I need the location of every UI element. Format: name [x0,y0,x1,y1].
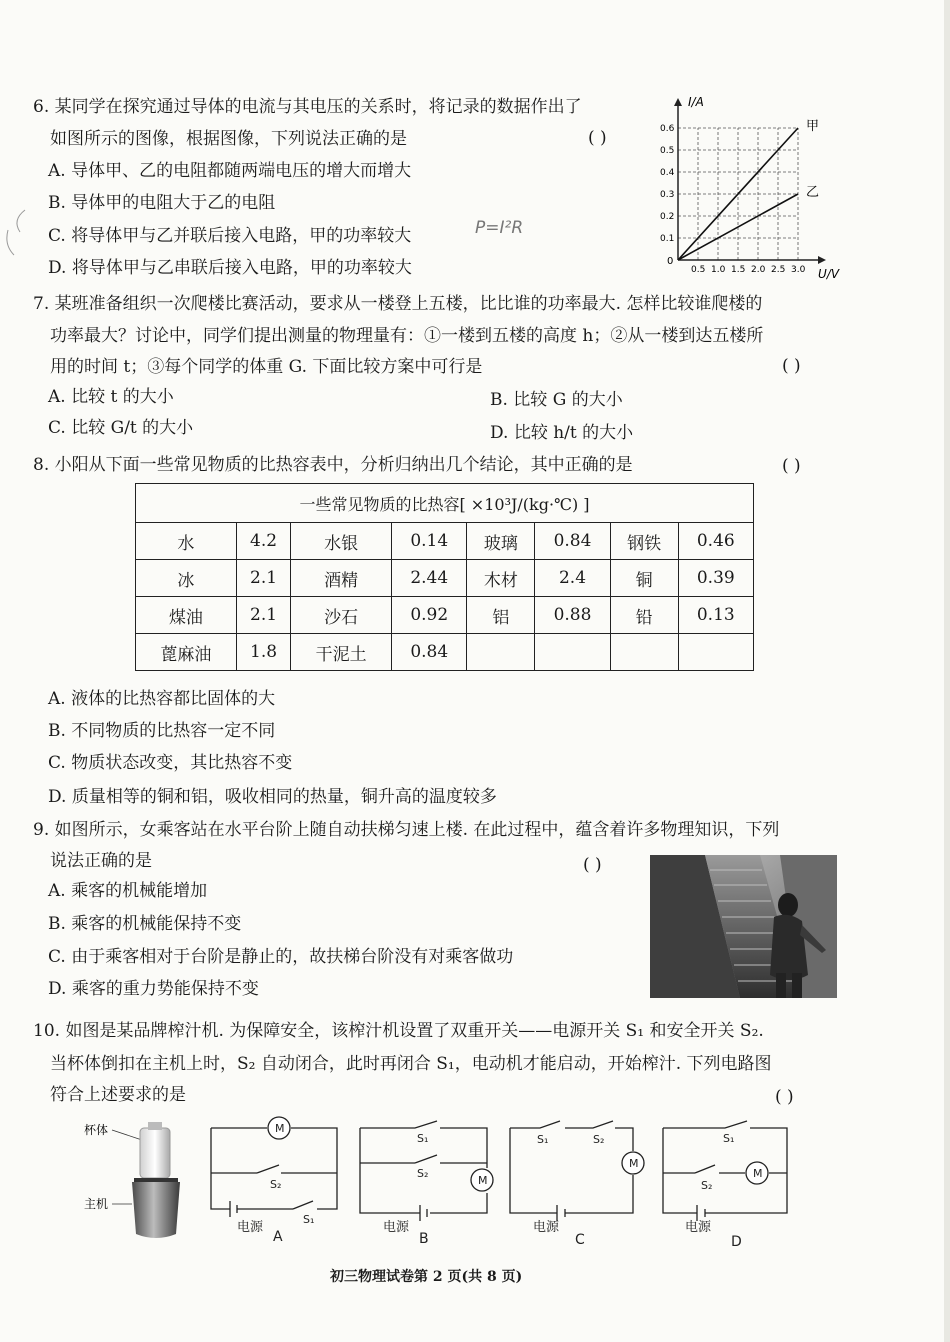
switch-s2-label: S₂ [701,1179,713,1192]
table-cell: 干泥土 [291,634,392,671]
graph-x-axis-label: U/V [818,267,840,280]
power-source-label: 电源 [685,1220,712,1235]
q10-answer-paren: ( ) [775,1087,794,1107]
juicer-base-label: 主机 [84,1197,109,1211]
table-cell [467,634,535,671]
y-tick-label: 0.2 [660,212,675,222]
table-cell: 0.46 [678,523,753,560]
y-tick-label: 0.6 [660,124,675,134]
q6-option-c: C. 将导体甲与乙并联后接入电路，甲的功率较大 [48,226,412,246]
series-label: 甲 [806,119,820,134]
table-row [136,560,754,597]
motor-label: M [478,1174,488,1187]
q6-stem-line2: 如图所示的图像，根据图像，下列说法正确的是 [50,129,407,149]
graph-y-axis-label: I/A [688,95,704,109]
q9-stem-line1: 9. 如图所示，女乘客站在水平台阶上随自动扶梯匀速上楼. 在此过程中，蕴含着许多物理知识，下列 [33,820,780,840]
table-cell: 铅 [610,597,678,634]
q7-answer-paren: ( ) [782,356,801,376]
q7-option-c: C. 比较 G/t 的大小 [48,418,194,438]
q7-option-b: B. 比较 G 的大小 [490,390,623,410]
y-tick-label: 0.1 [660,234,675,244]
q6-option-a: A. 导体甲、乙的电阻都随两端电压的增大而增大 [48,161,412,181]
table-cell: 2.1 [236,560,290,597]
q7-stem-line2: 功率最大？讨论中，同学们提出测量的物理量有：①一楼到五楼的高度 h；②从一楼到达五楼所 [50,326,764,346]
page-footer: 初三物理试卷第 2 页(共 8 页) [330,1269,523,1285]
q9-answer-paren: ( ) [583,855,602,875]
q8-option-b: B. 不同物质的比热容一定不同 [48,721,276,741]
circuit-c [510,1121,633,1221]
power-source-label: 电源 [383,1220,410,1235]
x-tick-label: 2.5 [771,265,786,275]
specific-heat-table [135,483,754,671]
q8-option-c: C. 物质状态改变，其比热容不变 [48,753,293,773]
table-row [136,523,754,560]
series-label: 乙 [806,185,820,200]
q8-option-d: D. 质量相等的铜和铝，吸收相同的热量，铜升高的温度较多 [48,787,497,807]
x-tick-label: 2.0 [751,265,766,275]
table-cell [535,634,610,671]
page-edge [944,0,950,1342]
q9-option-a: A. 乘客的机械能增加 [48,881,208,901]
q6-option-b: B. 导体甲的电阻大于乙的电阻 [48,193,276,213]
graph-origin-label: 0 [667,256,674,267]
q7-stem-line3: 用的时间 t；③每个同学的体重 G. 下面比较方案中可行是 [50,357,483,377]
table-cell: 0.14 [392,523,467,560]
table-cell: 玻璃 [467,523,535,560]
q7-stem-line1: 7. 某班准备组织一次爬楼比赛活动，要求从一楼登上五楼，比比谁的功率最大. 怎样比较谁爬楼的 [33,294,763,314]
table-cell: 0.13 [678,597,753,634]
switch-s2-label: S₂ [593,1133,605,1146]
table-cell: 0.88 [535,597,610,634]
table-cell: 0.84 [392,634,467,671]
q7-option-a: A. 比较 t 的大小 [48,387,174,407]
power-source-label: 电源 [237,1220,264,1235]
juicer-cup-label: 杯体 [84,1123,109,1137]
table-cell: 2.44 [392,560,467,597]
q7-option-d: D. 比较 h/t 的大小 [490,423,634,443]
motor-label: M [753,1167,763,1180]
power-source-label: 电源 [533,1220,560,1235]
q10-stem-line3: 符合上述要求的是 [50,1085,186,1105]
q9-option-d: D. 乘客的重力势能保持不变 [48,979,259,999]
handwritten-note: P=I²R [475,218,524,238]
switch-s1-label: S₁ [303,1213,315,1226]
switch-s2-label: S₂ [270,1178,282,1191]
table-title: 一些常见物质的比热容[ ×10³J/(kg·℃) ] [136,484,754,523]
table-cell: 沙石 [291,597,392,634]
x-tick-label: 1.5 [731,265,746,275]
table-cell: 木材 [467,560,535,597]
circuit-b-label: B [419,1231,429,1247]
q9-stem-line2: 说法正确的是 [50,851,152,871]
circuit-diagrams [205,1113,855,1253]
juicer-image [84,1118,194,1246]
table-cell: 酒精 [291,560,392,597]
circuit-c-label: C [575,1232,585,1248]
circuit-a-label: A [273,1229,283,1245]
table-cell: 0.84 [535,523,610,560]
y-tick-label: 0.3 [660,190,675,200]
table-cell: 铜 [610,560,678,597]
motor-label: M [629,1157,639,1170]
table-cell: 铝 [467,597,535,634]
q8-answer-paren: ( ) [782,456,801,476]
q10-stem-line1: 10. 如图是某品牌榨汁机. 为保障安全，该榨汁机设置了双重开关——电源开关 S₁ 和安全开关 S₂. [33,1021,764,1041]
q8-option-a: A. 液体的比热容都比固体的大 [48,689,276,709]
q6-answer-paren: ( ) [588,128,607,148]
table-row [136,597,754,634]
table-cell [678,634,753,671]
iu-graph [648,92,848,280]
q6-option-d: D. 将导体甲与乙串联后接入电路，甲的功率较大 [48,258,412,278]
q9-option-b: B. 乘客的机械能保持不变 [48,914,242,934]
x-tick-label: 3.0 [791,265,806,275]
table-cell: 1.8 [236,634,290,671]
table-cell: 0.92 [392,597,467,634]
switch-s1-label: S₁ [723,1132,735,1145]
x-tick-label: 1.0 [711,265,726,275]
motor-label: M [275,1122,285,1135]
table-cell: 蓖麻油 [136,634,237,671]
y-tick-label: 0.4 [660,168,675,178]
switch-s1-label: S₁ [537,1133,549,1146]
table-cell: 钢铁 [610,523,678,560]
circuit-a [211,1128,337,1217]
table-cell: 0.39 [678,560,753,597]
switch-s1-label: S₁ [417,1132,429,1145]
circuit-d-label: D [731,1234,742,1250]
y-tick-label: 0.5 [660,146,675,156]
q8-stem: 8. 小阳从下面一些常见物质的比热容表中，分析归纳出几个结论，其中正确的是 [33,455,633,475]
table-row [136,634,754,671]
pencil-marks [0,180,60,300]
table-cell: 2.1 [236,597,290,634]
q6-stem-line1: 6. 某同学在探究通过导体的电流与其电压的关系时，将记录的数据作出了 [33,97,582,117]
table-cell: 水 [136,523,237,560]
table-cell [610,634,678,671]
q10-stem-line2: 当杯体倒扣在主机上时，S₂ 自动闭合，此时再闭合 S₁，电动机才能启动，开始榨汁. 下列电路图 [50,1054,772,1074]
switch-s2-label: S₂ [417,1167,429,1180]
x-tick-label: 0.5 [691,265,706,275]
table-cell: 2.4 [535,560,610,597]
table-cell: 4.2 [236,523,290,560]
table-cell: 煤油 [136,597,237,634]
escalator-photo [650,855,837,998]
table-cell: 冰 [136,560,237,597]
q9-option-c: C. 由于乘客相对于台阶是静止的，故扶梯台阶没有对乘客做功 [48,947,514,967]
table-cell: 水银 [291,523,392,560]
